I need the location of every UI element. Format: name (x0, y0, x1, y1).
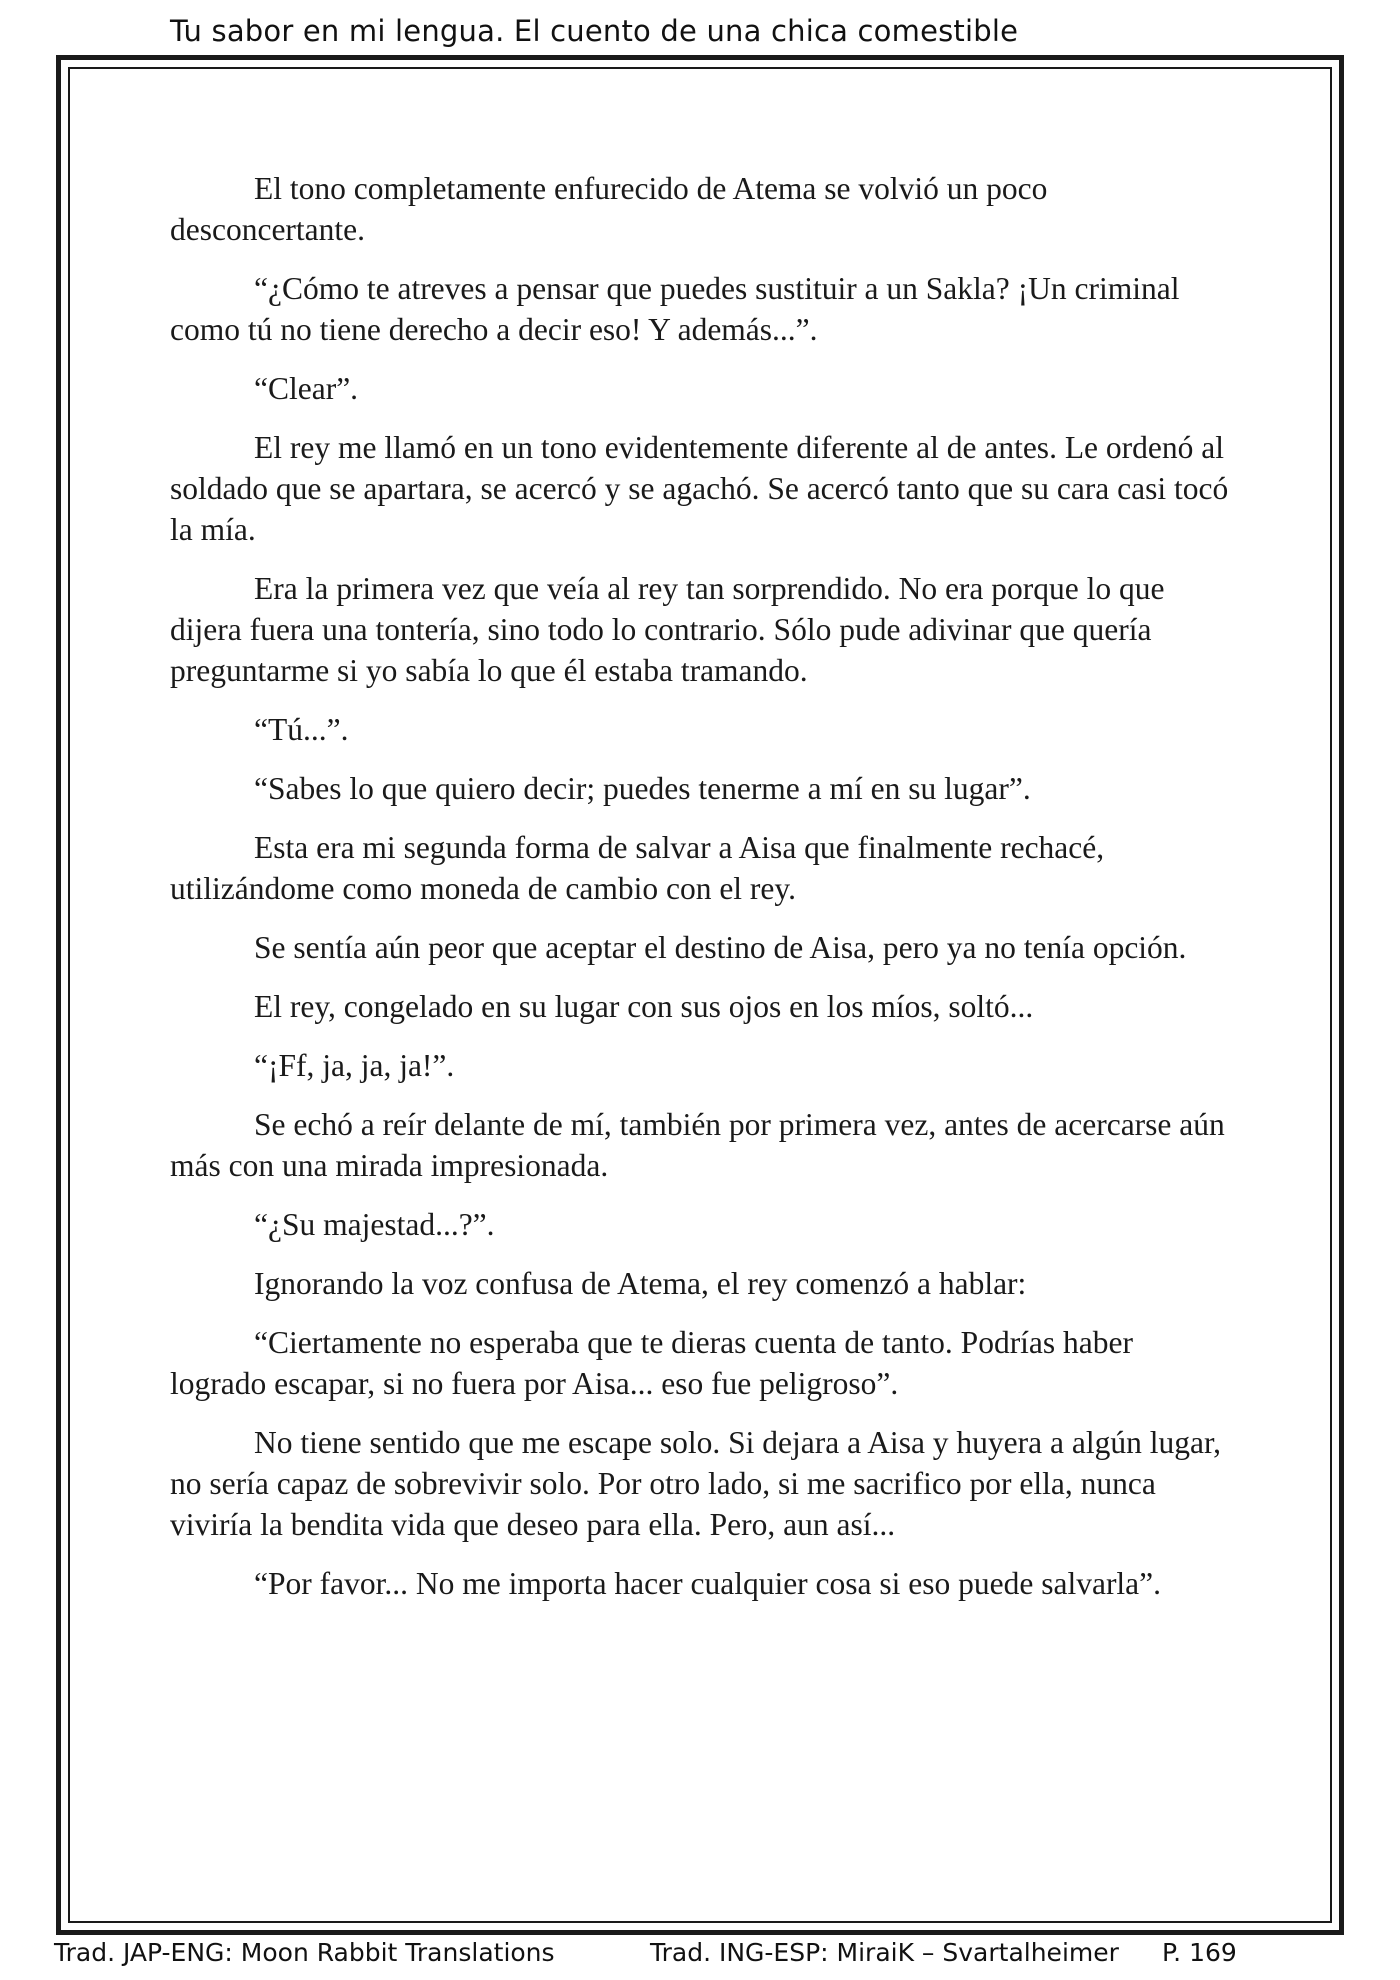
paragraph: “Clear”. (254, 371, 359, 406)
paragraph: “Sabes lo que quiero decir; puedes tenerme a mí en su lugar”. (254, 771, 1031, 806)
paragraph: Era la primera vez que veía al rey tan sorprendido. No era porque lo que dijera fuera una tontería, sino todo lo contrario. Sólo pude adivinar que quería preguntarme si yo sabía lo que él estaba tramando. (170, 571, 1165, 688)
paragraph: “¿Cómo te atreves a pensar que puedes sustituir a un Sakla? ¡Un criminal como tú no tiene derecho a decir eso! Y además...”. (170, 271, 1180, 347)
paragraph: “Tú...”. (254, 712, 349, 747)
story-text (170, 168, 1236, 1622)
paragraph: El tono completamente enfurecido de Atema se volvió un poco desconcertante. (170, 171, 1048, 247)
paragraph: El rey, congelado en su lugar con sus ojos en los míos, soltó... (254, 989, 1034, 1024)
page-number: P. 169 (1162, 1938, 1237, 1967)
paragraph: “¿Su majestad...?”. (254, 1207, 495, 1242)
paragraph: Ignorando la voz confusa de Atema, el rey comenzó a hablar: (254, 1266, 1027, 1301)
paragraph: “Por favor... No me importa hacer cualquier cosa si eso puede salvarla”. (254, 1566, 1162, 1601)
paragraph: “¡Ff, ja, ja, ja!”. (254, 1048, 455, 1083)
paragraph: No tiene sentido que me escape solo. Si dejara a Aisa y huyera a algún lugar, no sería capaz de sobrevivir solo. Por otro lado, si me sacrifico por ella, nunca viviría la bendita vida que deseo para ella. Pero, aun así... (170, 1425, 1222, 1542)
paragraph: Se echó a reír delante de mí, también por primera vez, antes de acercarse aún más con una mirada impresionada. (170, 1107, 1225, 1183)
paragraph: “Ciertamente no esperaba que te dieras cuenta de tanto. Podrías haber logrado escapar, si no fuera por Aisa... eso fue peligroso”. (170, 1325, 1134, 1401)
paragraph: Esta era mi segunda forma de salvar a Aisa que finalmente rechacé, utilizándome como moneda de cambio con el rey. (170, 830, 1105, 906)
book-title: Tu sabor en mi lengua. El cuento de una chica comestible (170, 14, 1019, 48)
credit-jp-en: Trad. JAP-ENG: Moon Rabbit Translations (54, 1938, 555, 1967)
paragraph: Se sentía aún peor que aceptar el destino de Aisa, pero ya no tenía opción. (254, 930, 1187, 965)
credit-en-es: Trad. ING-ESP: MiraiK – Svartalheimer (650, 1938, 1119, 1967)
page-footer (0, 1938, 1400, 1978)
paragraph: El rey me llamó en un tono evidentemente diferente al de antes. Le ordenó al soldado que se apartara, se acercó y se agachó. Se acercó tanto que su cara casi tocó la mía. (170, 430, 1229, 547)
